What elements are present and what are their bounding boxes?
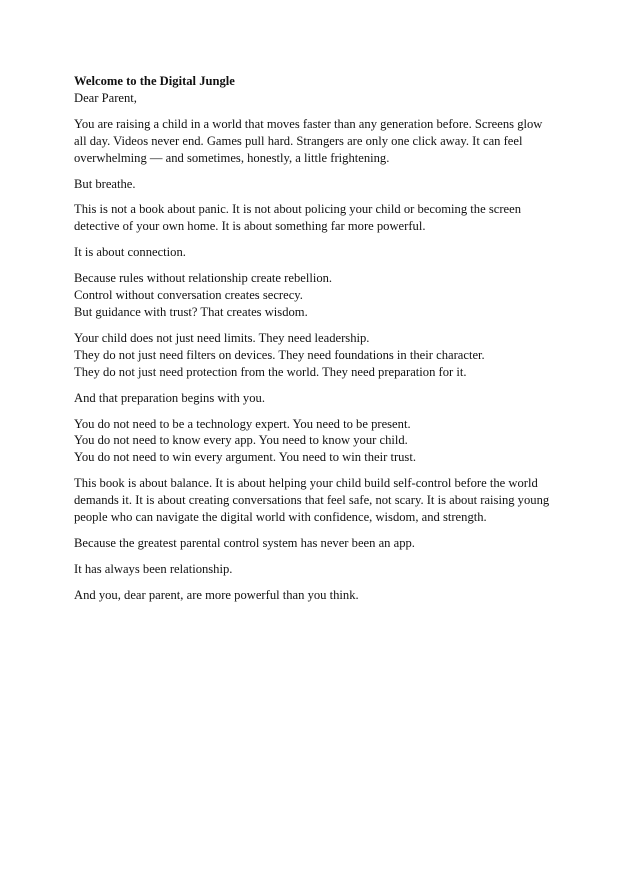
paragraph-line: This is not a book about panic. It is not about policing your child or becoming the screen detective of your own home. It is about something far more powerful.	[74, 202, 521, 234]
paragraph-line: They do not just need protection from the world. They need preparation for it.	[74, 364, 467, 379]
paragraph-line: They do not just need filters on devices. They need foundations in their character.	[74, 347, 485, 362]
paragraph-not-panic	[74, 201, 554, 235]
paragraph-line: You are raising a child in a world that moves faster than any generation before. Screens glow all day. Videos never end. Games pull hard. Strangers are only one click away. It can feel overwhelming — and sometimes, honestly, a little frightening.	[74, 116, 543, 165]
paragraph-line: And that preparation begins with you.	[74, 390, 265, 405]
paragraph-line: And you, dear parent, are more powerful than you think.	[74, 587, 359, 602]
paragraph-line: But guidance with trust? That creates wisdom.	[74, 304, 308, 319]
document-page	[74, 73, 554, 613]
document-title: Welcome to the Digital Jungle	[74, 74, 235, 88]
paragraph-line: It has always been relationship.	[74, 561, 233, 576]
paragraph-present	[74, 416, 554, 467]
paragraph-line: Your child does not just need limits. They need leadership.	[74, 330, 370, 345]
paragraph-line: You do not need to win every argument. You need to win their trust.	[74, 450, 416, 465]
paragraph-line: You do not need to know every app. You need to know your child.	[74, 433, 408, 448]
paragraph-line: You do not need to be a technology expert. You need to be present.	[74, 416, 411, 431]
paragraph-leadership	[74, 330, 554, 381]
paragraph-line: But breathe.	[74, 176, 136, 191]
paragraph-preparation	[74, 390, 554, 407]
paragraph-line: Because rules without relationship create rebellion.	[74, 271, 333, 286]
salutation: Dear Parent,	[74, 90, 137, 105]
paragraph-line: It is about connection.	[74, 245, 186, 260]
paragraph-breathe	[74, 176, 554, 193]
paragraph-parental-control	[74, 535, 554, 552]
paragraph-line: Because the greatest parental control system has never been an app.	[74, 535, 415, 550]
paragraph-relationship	[74, 561, 554, 578]
paragraph-line: Control without conversation creates secrecy.	[74, 288, 303, 303]
paragraph-line: This book is about balance. It is about helping your child build self-control before the world demands it. It is about creating conversations that feel safe, not scary. It is about raising young people who can navigate the digital world with confidence, wisdom, and strength.	[74, 476, 550, 525]
paragraph-connection	[74, 244, 554, 261]
paragraph-intro	[74, 116, 554, 167]
paragraph-rules	[74, 270, 554, 321]
paragraph-balance	[74, 475, 554, 526]
paragraph-closing	[74, 587, 554, 604]
